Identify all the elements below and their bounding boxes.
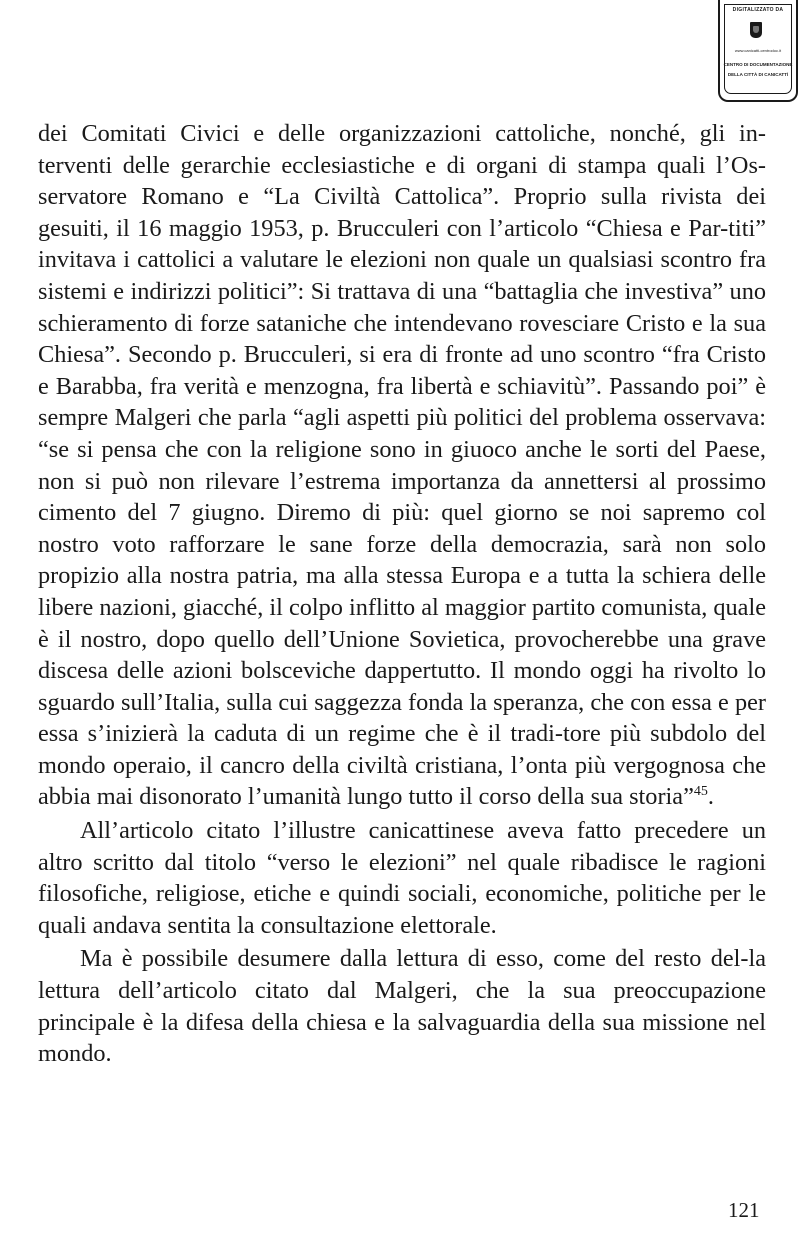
paragraph-3: Ma è possibile desumere dalla lettura di esso, come del resto del-la lettura dell’articolo citato dal Malgeri, che la sua preoccupazione principale è la difesa della chiesa e la salvaguardia della sua missione nel mondo. [38, 945, 766, 1068]
city-crest-icon [750, 22, 762, 38]
paragraph-1-end: . [707, 783, 714, 811]
body-text [38, 118, 766, 1070]
paragraph-1 [38, 118, 766, 813]
paragraph-2: All’articolo citato l’illustre canicattinese aveva fatto precedere un altro scritto dal titolo “verso le elezioni” nel quale ribadisce le ragioni filosofiche, religiose, etiche e quindi sociali, economiche, politiche per le quali andava sentita la consultazione elettorale. [38, 817, 766, 939]
stamp-line-2: DELLA CITTÀ DI CANICATTÌ [727, 72, 789, 77]
stamp-header: DIGITALIZZATO DA [732, 7, 784, 13]
stamp-line-1: CENTRO DI DOCUMENTAZIONE [723, 62, 793, 67]
footnote-ref: 45 [693, 784, 708, 800]
page-number: 121 [728, 1198, 760, 1222]
stamp-url: www.canicatti-centrodoc.it [734, 48, 782, 53]
paragraph-1-text: dei Comitati Civici e delle organizzazioni cattoliche, nonché, gli in-terventi delle gerarchie ecclesiastiche e di organi di stampa quali l’Os-servatore Romano e “La Civiltà Cattolica”. Proprio sulla rivista dei gesuiti, il 16 maggio 1953, p. Brucculeri con l’articolo “Chiesa e Par-titi” invitava i cattolici a valutare le elezioni non quale un qualsiasi scontro fra sistemi e indirizzi politici”: Si trattava di una “battaglia che investiva” uno schieramento di forze sataniche che intendevano rovesciare Cristo e la sua Chiesa”. Secondo p. Brucculeri, si era di fronte ad uno scontro “fra Cristo e Barabba, fra verità e menzogna, fra libertà e schiavitù”. Passando poi” è sempre Malgeri che parla “agli aspetti più politici del problema osservava: “se si pensa che con la religione sono in giuoco anche le sorti del Paese, non si può non rilevare l’estrema importanza da annettersi al prossimo cimento del 7 giugno. Diremo di più: quel giorno se noi sapremo col nostro voto rafforzare le sane forze della democrazia, sarà non solo propizio alla nostra patria, ma alla stessa Europa e a tutta la schiera delle libere nazioni, giacché, il colpo inflitto al maggior partito comunista, quale è il nostro, dopo quello dell’Unione Sovietica, provocherebbe una grave discesa delle azioni bolsceviche dappertutto. Il mondo oggi ha rivolto lo sguardo sull’Italia, sulla cui saggezza fonda la speranza, che con essa e per essa s’inizierà la caduta di un regime che è il tradi-tore più subdolo del mondo operaio, il cancro della civiltà cristiana, l’onta più vergognosa che abbia mai disonorato l’umanità lungo tutto il corso della sua storia” [38, 120, 767, 811]
digitization-stamp [718, 0, 798, 102]
